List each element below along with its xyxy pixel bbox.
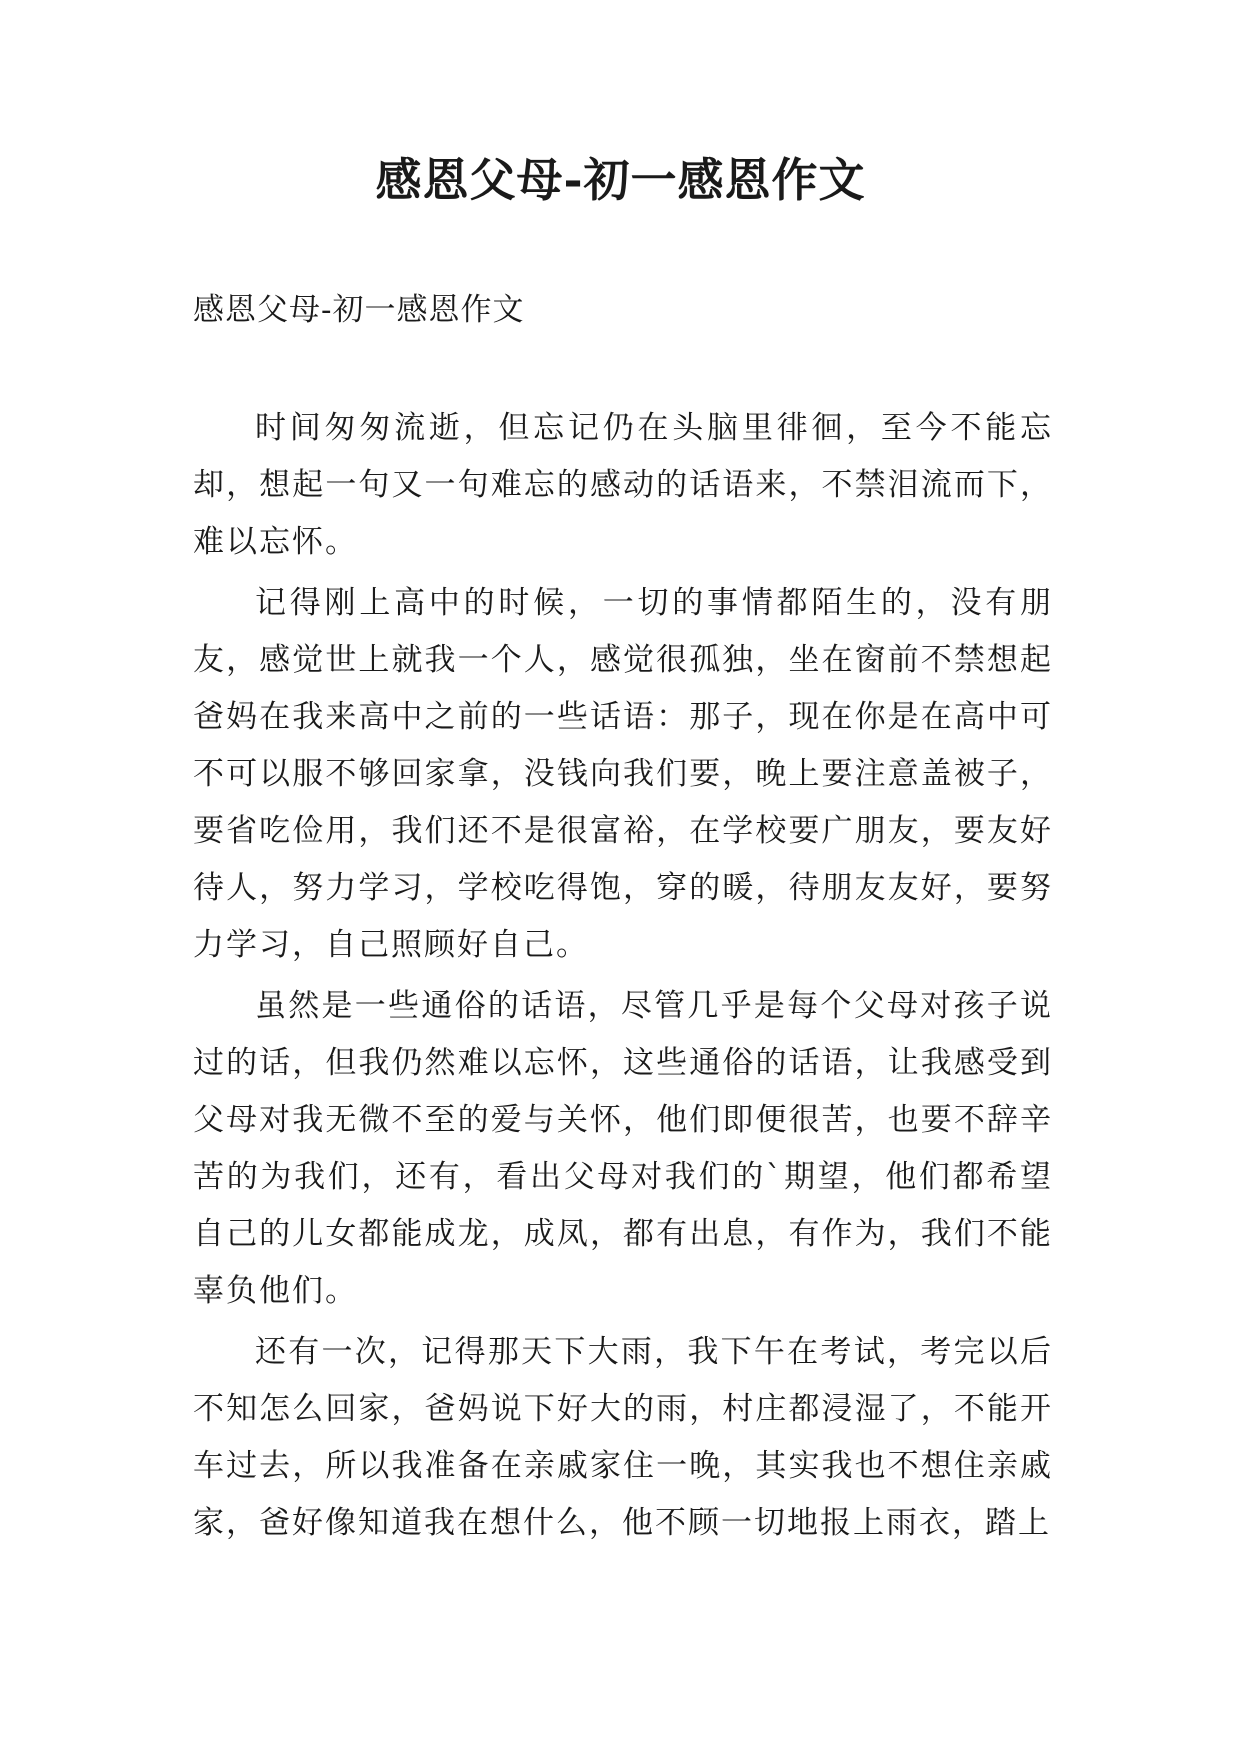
paragraph-1: 时间匆匆流逝，但忘记仍在头脑里徘徊，至今不能忘却，想起一句又一句难忘的感动的话语来，不禁泪流而下，难以忘怀。: [193, 410, 1053, 560]
paragraph-4: 还有一次，记得那天下大雨，我下午在考试，考完以后不知怎么回家，爸妈说下好大的雨，村庄都浸湿了，不能开车过去，所以我准备在亲戚家住一晚，其实我也不想住亲戚家，爸好像知道我在想什么，他不顾一切地报上雨衣，踏上: [193, 1334, 1053, 1541]
document-title: 感恩父母-初一感恩作文: [375, 153, 866, 207]
document-subtitle: 感恩父母-初一感恩作文: [193, 292, 525, 328]
document-body: [193, 400, 1053, 1556]
paragraph-2: 记得刚上高中的时候，一切的事情都陌生的，没有朋友，感觉世上就我一个人，感觉很孤独，坐在窗前不禁想起爸妈在我来高中之前的一些话语：那子，现在你是在高中可不可以服不够回家拿，没钱向我们要，晚上要注意盖被子，要省吃俭用，我们还不是很富裕，在学校要广朋友，要友好待人，努力学习，学校吃得饱，穿的暖，待朋友友好，要努力学习，自己照顾好自己。: [193, 585, 1053, 963]
paragraph-3: 虽然是一些通俗的话语，尽管几乎是每个父母对孩子说过的话，但我仍然难以忘怀，这些通俗的话语，让我感受到父母对我无微不至的爱与关怀，他们即便很苦，也要不辞辛苦的为我们，还有，看出父母对我们的`期望，他们都希望自己的儿女都能成龙，成凤，都有出息，有作为，我们不能辜负他们。: [193, 988, 1053, 1309]
